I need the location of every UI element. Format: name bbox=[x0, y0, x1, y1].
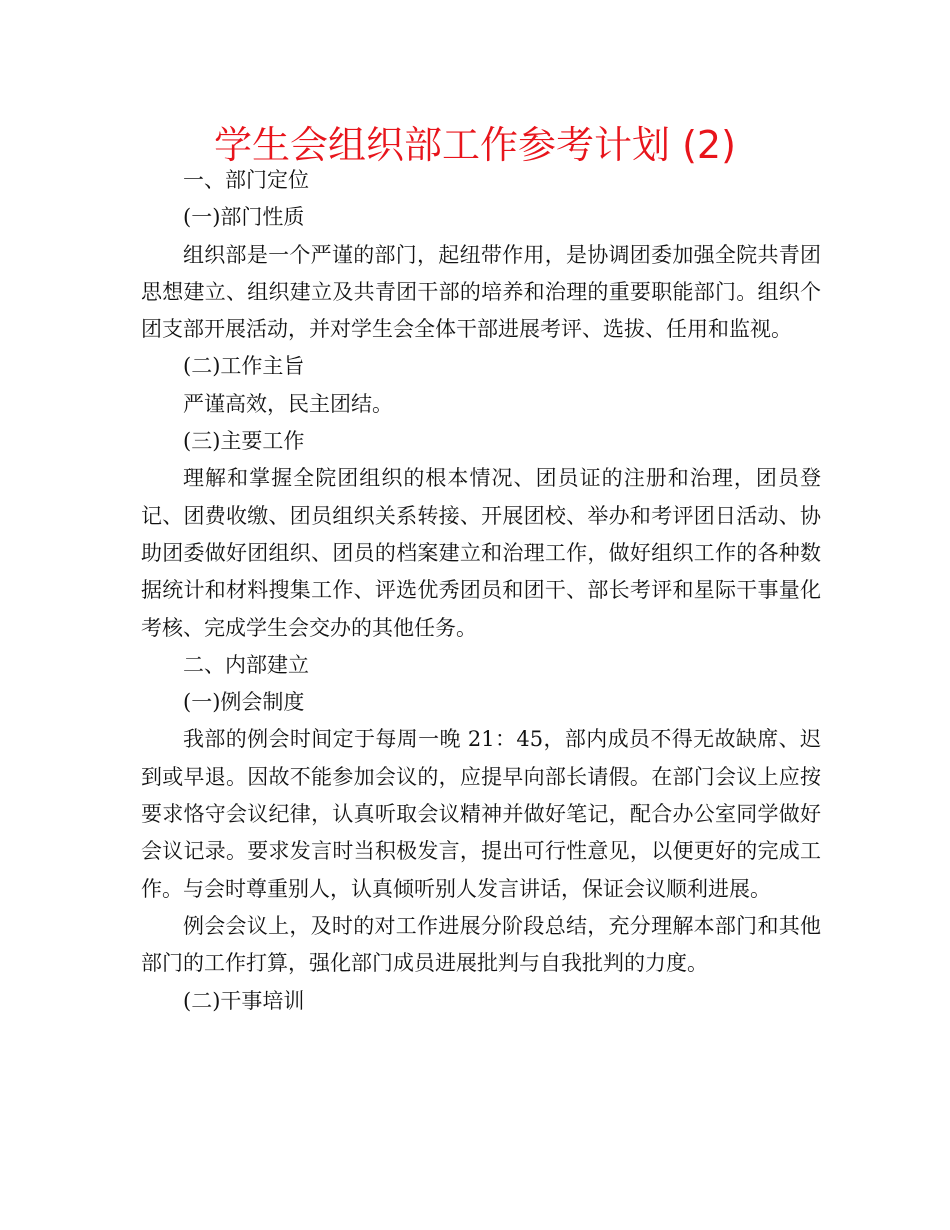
paragraph-meeting: 我部的例会时间定于每周一晚 21：45，部内成员不得无故缺席、迟到或早退。因故不能参加会议的，应提早向部长请假。在部门会议上应按要求恪守会议纪律，认真听取会议精神并做好笔记，配合办公室同学做好会议记录。要求发言时当积极发言，提出可行性意见，以便更好的完成工作。与会时尊重别人，认真倾听别人发言讲话，保证会议顺利进展。 bbox=[141, 727, 821, 901]
subsection-heading-main-work: (三)主要工作 bbox=[183, 429, 305, 454]
section-heading-2: 二、内部建立 bbox=[183, 652, 309, 677]
subsection-heading-training: (二)干事培训 bbox=[183, 988, 305, 1013]
paragraph-purpose: 严谨高效，民主团结。 bbox=[183, 391, 393, 416]
subsection-heading-nature: (一)部门性质 bbox=[183, 205, 305, 230]
document-body bbox=[141, 162, 821, 1020]
subsection-heading-meeting: (一)例会制度 bbox=[183, 690, 305, 715]
paragraph-nature: 组织部是一个严谨的部门，起纽带作用，是协调团委加强全院共青团思想建立、组织建立及共青团干部的培养和治理的重要职能部门。组织个团支部开展活动，并对学生会全体干部进展考评、选拔、任用和监视。 bbox=[141, 242, 821, 342]
paragraph-main-work: 理解和掌握全院团组织的根本情况、团员证的注册和治理，团员登记、团费收缴、团员组织关系转接、开展团校、举办和考评团日活动、协助团委做好团组织、团员的档案建立和治理工作，做好组织工作的各种数据统计和材料搜集工作、评选优秀团员和团干、部长考评和星际干事量化考核、完成学生会交办的其他任务。 bbox=[141, 466, 821, 640]
document-title: 学生会组织部工作参考计划 (2) bbox=[214, 123, 736, 167]
subsection-heading-purpose: (二)工作主旨 bbox=[183, 354, 305, 379]
section-heading-1: 一、部门定位 bbox=[183, 168, 309, 192]
paragraph-meeting-summary: 例会会议上，及时的对工作进展分阶段总结，充分理解本部门和其他部门的工作打算，强化部门成员进展批判与自我批判的力度。 bbox=[141, 913, 821, 976]
